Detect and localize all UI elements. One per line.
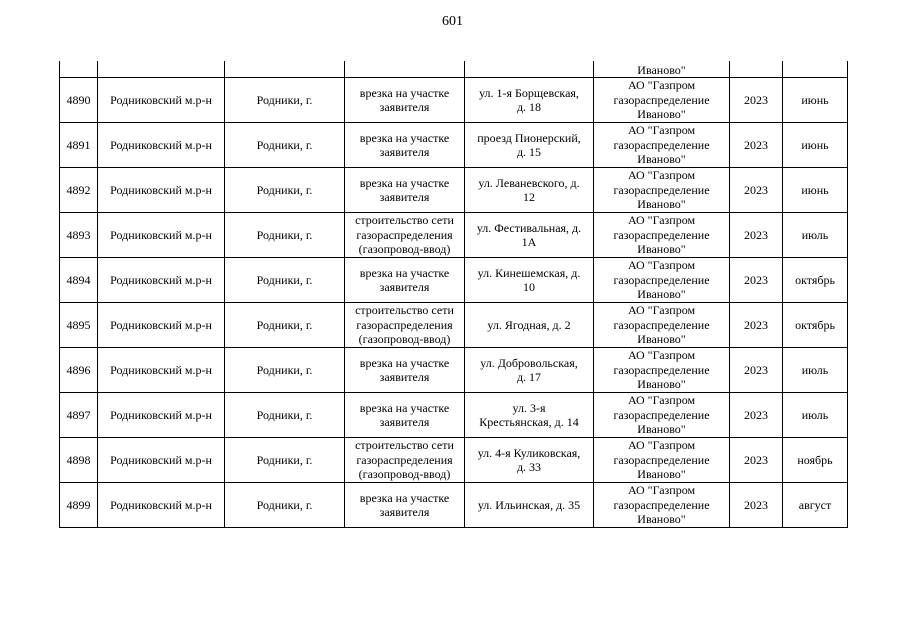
cell-work-type-line: врезка на участке [359,130,450,145]
cell-operator-line: АО "Газпром [627,258,696,273]
cell-operator-line: Иваново" [637,332,686,347]
cell-work-type-line: врезка на участке [359,265,450,280]
cell-year: 2023 [730,213,783,258]
cell-address [465,123,594,168]
cell-address-line: ул. Добровольская, [480,355,578,370]
cell-operator-line: АО "Газпром [627,123,696,138]
cell-month: июнь [783,123,848,168]
cell-month: ноябрь [783,438,848,483]
cell-address-line: ул. Кинешемская, д. [477,265,581,280]
table-body [60,61,848,528]
cell-number: 4897 [60,393,98,438]
cell-operator [594,438,730,483]
cell-address-line: ул. Ягодная, д. 2 [487,317,571,332]
cell-number [60,61,98,78]
cell-address [465,438,594,483]
cell-month: август [783,483,848,528]
cell-number: 4890 [60,78,98,123]
cell-address-line: д. 18 [516,100,542,114]
cell-work-type [345,303,465,348]
cell-address [465,348,594,393]
cell-address [465,258,594,303]
cell-number: 4899 [60,483,98,528]
cell-work-type-line: строительство сети [355,438,454,453]
cell-address [465,168,594,213]
cell-work-type-line: газораспределения [356,452,453,467]
cell-year: 2023 [730,393,783,438]
cell-operator-line: АО "Газпром [627,393,696,408]
page-number: 601 [442,14,463,29]
cell-year: 2023 [730,483,783,528]
cell-work-type-line: заявителя [379,145,430,159]
cell-operator [594,78,730,123]
cell-operator-line: АО "Газпром [627,78,696,93]
cell-work-type-line: врезка на участке [359,355,450,370]
cell-year: 2023 [730,348,783,393]
cell-operator-line: газораспределение [613,92,710,107]
cell-work-type-line: заявителя [379,100,430,114]
cell-locality: Родники, г. [225,393,345,438]
cell-locality: Родники, г. [225,168,345,213]
cell-work-type [345,348,465,393]
cell-work-type-line: заявителя [379,280,430,294]
table-row [60,393,848,438]
table-row [60,78,848,123]
cell-work-type-line: заявителя [379,505,430,519]
cell-address [465,61,594,78]
cell-work-type [345,61,465,78]
cell-address [465,78,594,123]
cell-year: 2023 [730,168,783,213]
cell-operator-line: Иваново" [637,467,686,482]
cell-address-line: ул. Ильинская, д. 35 [477,497,581,512]
cell-address-line: ул. 1-я Борщевская, [479,85,579,100]
cell-operator: Иваново" [594,61,730,78]
cell-address-line: 10 [523,280,535,294]
cell-month [783,61,848,78]
cell-district: Родниковский м.р-н [98,303,225,348]
cell-operator [594,213,730,258]
cell-work-type-line: строительство сети [355,303,454,318]
cell-number: 4893 [60,213,98,258]
table-row [60,213,848,258]
cell-work-type-line: заявителя [379,370,430,384]
cell-work-type [345,483,465,528]
cell-operator-line: газораспределение [613,182,710,197]
cell-work-type-line: (газопровод-ввод) [358,467,451,482]
cell-address-line: д. 33 [516,460,542,474]
cell-operator-line: Иваново" [637,512,686,527]
cell-locality: Родники, г. [225,78,345,123]
cell-operator-line: Иваново" [637,287,686,302]
cell-locality: Родники, г. [225,348,345,393]
cell-district: Родниковский м.р-н [98,78,225,123]
cell-month: июль [783,213,848,258]
cell-address-line: д. 17 [516,370,542,384]
cell-locality: Родники, г. [225,258,345,303]
cell-operator-line: газораспределение [613,272,710,287]
cell-district: Родниковский м.р-н [98,483,225,528]
cell-work-type [345,123,465,168]
cell-work-type-line: заявителя [379,415,430,429]
cell-work-type-line: газораспределения [356,317,453,332]
cell-year: 2023 [730,303,783,348]
cell-operator-line: Иваново" [637,242,686,257]
cell-locality: Родники, г. [225,123,345,168]
cell-operator-line: газораспределение [613,497,710,512]
cell-work-type-line: строительство сети [355,213,454,228]
cell-work-type [345,393,465,438]
cell-district: Родниковский м.р-н [98,393,225,438]
cell-operator-line: АО "Газпром [627,348,696,363]
cell-operator-line: АО "Газпром [627,168,696,183]
cell-operator [594,123,730,168]
cell-operator-line: газораспределение [613,407,710,422]
table-row [60,348,848,393]
register-table [59,61,848,528]
cell-month: октябрь [783,258,848,303]
cell-number: 4894 [60,258,98,303]
cell-work-type [345,78,465,123]
cell-address-line: 12 [523,190,535,204]
cell-operator [594,483,730,528]
cell-district: Родниковский м.р-н [98,258,225,303]
continuation-row [60,61,848,78]
table-row [60,123,848,168]
cell-district [98,61,225,78]
cell-year: 2023 [730,438,783,483]
cell-year [730,61,783,78]
cell-operator-line: Иваново" [637,197,686,212]
cell-operator-line: газораспределение [613,362,710,377]
cell-operator-line: АО "Газпром [627,438,696,453]
cell-address-line: ул. 4-я Куликовская, [477,445,581,460]
cell-operator-line: АО "Газпром [627,213,696,228]
cell-operator [594,303,730,348]
cell-operator [594,393,730,438]
cell-work-type-line: заявителя [379,190,430,204]
cell-address-line: д. 15 [516,145,542,159]
cell-locality [225,61,345,78]
cell-operator-line: газораспределение [613,137,710,152]
cell-operator-line: газораспределение [613,452,710,467]
cell-district: Родниковский м.р-н [98,168,225,213]
cell-operator [594,348,730,393]
cell-address-line: 1А [521,235,537,249]
cell-address [465,393,594,438]
cell-work-type [345,168,465,213]
table-row [60,303,848,348]
cell-district: Родниковский м.р-н [98,438,225,483]
cell-month: июнь [783,78,848,123]
cell-number: 4891 [60,123,98,168]
cell-address-line: Крестьянская, д. 14 [479,415,579,429]
cell-address [465,303,594,348]
cell-work-type-line: (газопровод-ввод) [358,242,451,257]
cell-work-type-line: врезка на участке [359,175,450,190]
table-row [60,438,848,483]
cell-address-line: ул. Фестивальная, д. [476,220,582,235]
cell-operator-line: АО "Газпром [627,303,696,318]
cell-number: 4898 [60,438,98,483]
cell-locality: Родники, г. [225,213,345,258]
cell-year: 2023 [730,258,783,303]
cell-operator [594,258,730,303]
cell-month: июль [783,348,848,393]
cell-work-type-line: (газопровод-ввод) [358,332,451,347]
cell-address-line: ул. Леваневского, д. [478,175,580,190]
cell-district: Родниковский м.р-н [98,123,225,168]
table-row [60,483,848,528]
cell-year: 2023 [730,78,783,123]
cell-number: 4896 [60,348,98,393]
cell-work-type-line: врезка на участке [359,490,450,505]
cell-operator-line: Иваново" [637,152,686,167]
table-row [60,168,848,213]
cell-work-type-line: врезка на участке [359,400,450,415]
cell-district: Родниковский м.р-н [98,348,225,393]
cell-address [465,483,594,528]
cell-work-type [345,213,465,258]
cell-operator-line: газораспределение [613,317,710,332]
cell-month: октябрь [783,303,848,348]
cell-year: 2023 [730,123,783,168]
cell-month: июнь [783,168,848,213]
cell-operator-line: газораспределение [613,227,710,242]
cell-operator-line: АО "Газпром [627,483,696,498]
cell-locality: Родники, г. [225,483,345,528]
cell-work-type-line: газораспределения [356,227,453,242]
cell-operator-line: Иваново" [637,377,686,392]
cell-district: Родниковский м.р-н [98,213,225,258]
cell-operator-line: Иваново" [637,422,686,437]
cell-address-line: ул. 3-я [512,400,546,415]
cell-work-type [345,258,465,303]
cell-operator [594,168,730,213]
cell-number: 4895 [60,303,98,348]
table-row [60,258,848,303]
cell-work-type-line: врезка на участке [359,85,450,100]
cell-number: 4892 [60,168,98,213]
cell-locality: Родники, г. [225,438,345,483]
cell-month: июль [783,393,848,438]
cell-work-type [345,438,465,483]
cell-locality: Родники, г. [225,303,345,348]
cell-address-line: проезд Пионерский, [477,130,581,145]
cell-operator-line: Иваново" [637,107,686,122]
cell-address [465,213,594,258]
